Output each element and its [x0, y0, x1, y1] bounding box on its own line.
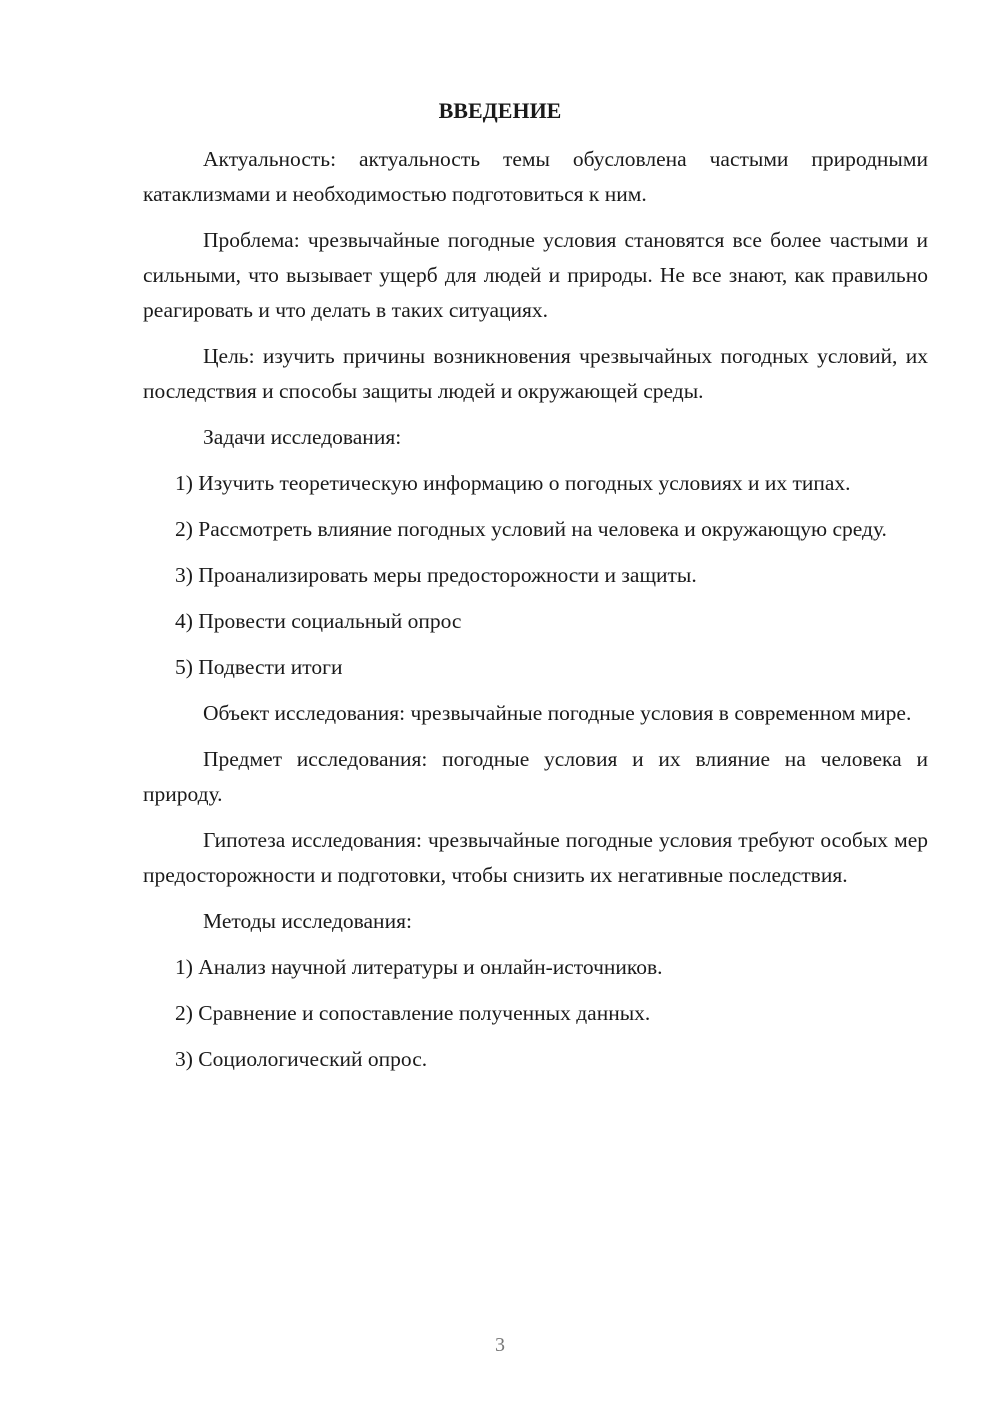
paragraph-object: Объект исследования: чрезвычайные погодные условия в современном мире.: [203, 701, 912, 725]
paragraph-hypothesis: Гипотеза исследования: чрезвычайные погодные условия требуют особых мер предосторожности и подготовки, чтобы снизить их негативные последствия.: [143, 828, 928, 887]
tasks-heading: Задачи исследования:: [203, 425, 402, 449]
page-title: ВВЕДЕНИЕ: [438, 98, 562, 123]
task-item: 4) Провести социальный опрос: [175, 609, 462, 633]
paragraph-problem: Проблема: чрезвычайные погодные условия становятся все более частыми и сильными, что вызывает ущерб для людей и природы. Не все знают, как правильно реагировать и что делать в таких ситуациях.: [143, 228, 928, 322]
method-item: 2) Сравнение и сопоставление полученных данных.: [175, 1001, 651, 1025]
document-body: [143, 142, 928, 1088]
paragraph-relevance: Актуальность: актуальность темы обусловлена частыми природными катаклизмами и необходимостью подготовиться к ним.: [143, 147, 928, 206]
method-item: 1) Анализ научной литературы и онлайн-источников.: [175, 955, 663, 979]
paragraph-subject: Предмет исследования: погодные условия и их влияние на человека и природу.: [143, 747, 928, 806]
paragraph-goal: Цель: изучить причины возникновения чрезвычайных погодных условий, их последствия и способы защиты людей и окружающей среды.: [143, 344, 928, 403]
page-number: 3: [495, 1334, 505, 1356]
task-item: 3) Проанализировать меры предосторожности и защиты.: [175, 563, 697, 587]
method-item: 3) Социологический опрос.: [175, 1047, 428, 1071]
task-item: 5) Подвести итоги: [175, 655, 343, 679]
methods-heading: Методы исследования:: [203, 909, 412, 933]
task-item: 1) Изучить теоретическую информацию о погодных условиях и их типах.: [175, 471, 851, 495]
task-item: 2) Рассмотреть влияние погодных условий на человека и окружающую среду.: [175, 517, 887, 541]
